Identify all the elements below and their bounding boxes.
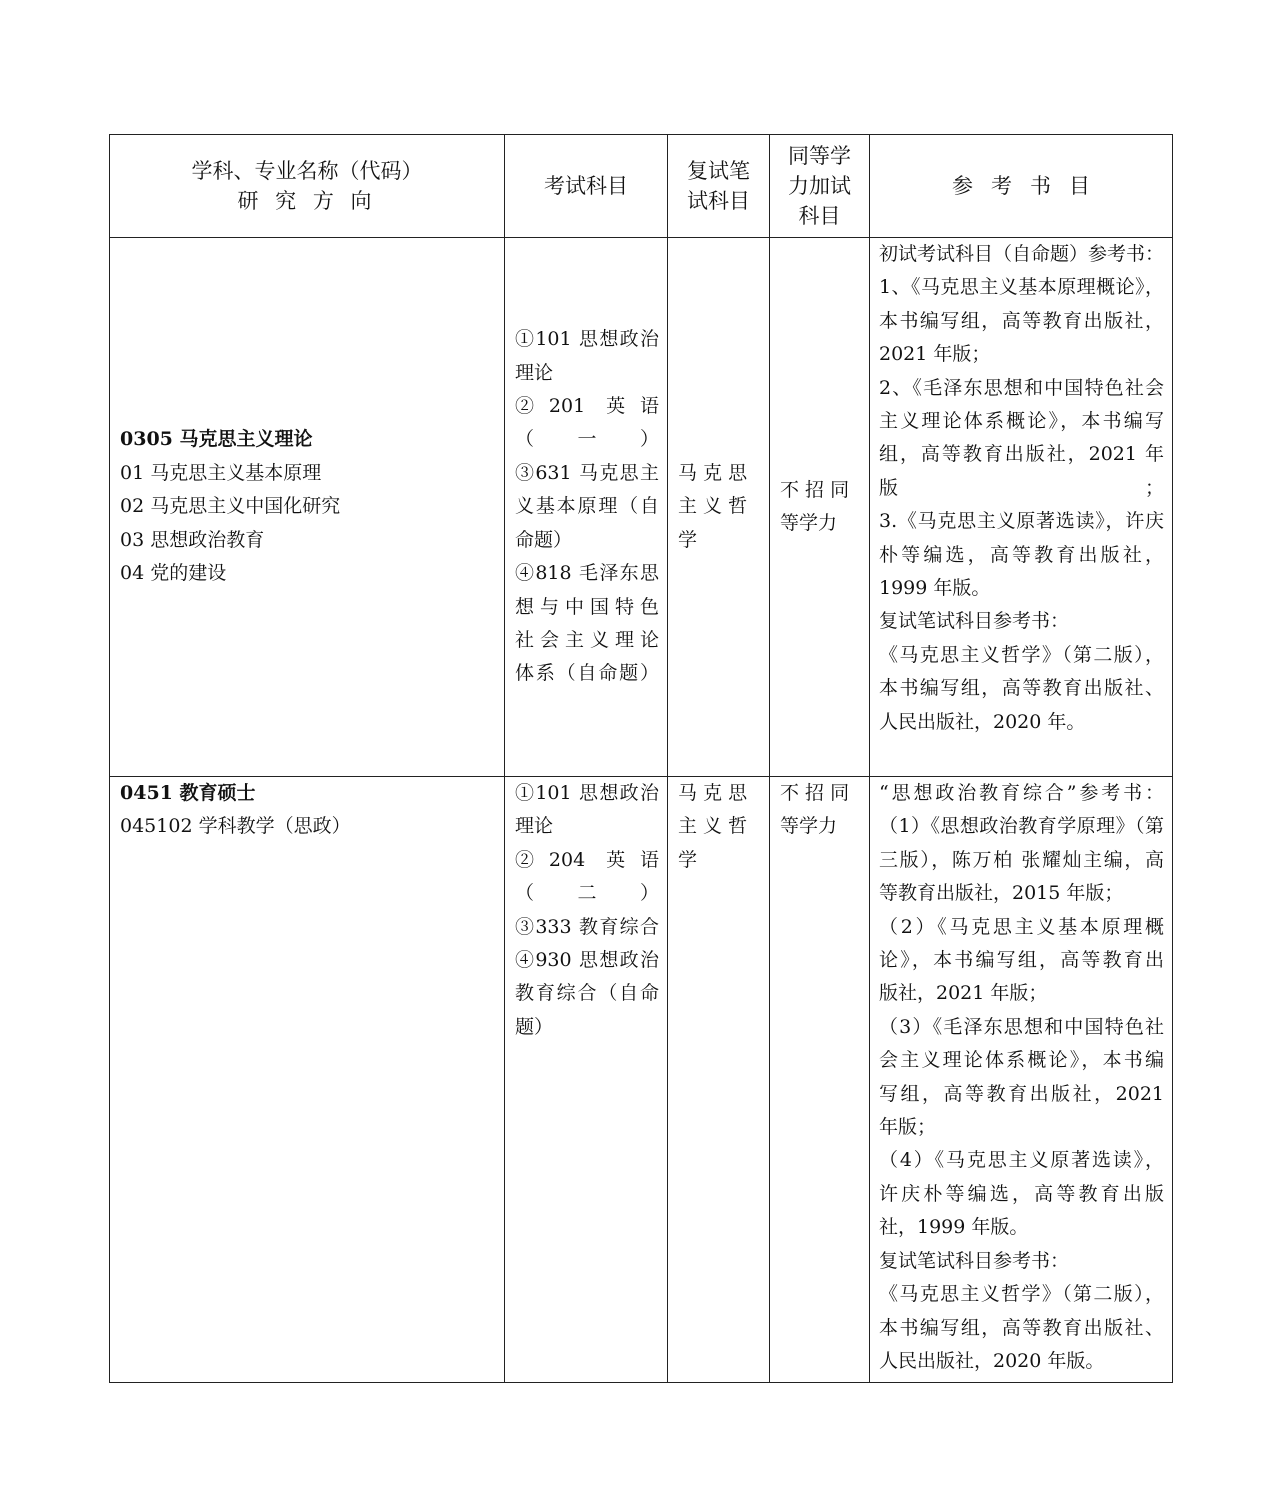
direction-item: 01 马克思主义基本原理 — [120, 461, 322, 484]
reference-line: 朴等编选，高等教育出版社， — [879, 543, 1164, 566]
retest-subject-line: 马 克 思 — [678, 461, 748, 484]
header-equivalent-line2: 力加试 — [788, 174, 851, 198]
direction-item: 045102 学科教学（思政） — [120, 815, 351, 838]
reference-line: （2）《马克思主义基本原理概 — [879, 915, 1164, 938]
reference-line: 复试笔试科目参考书： — [879, 610, 1070, 633]
reference-line: 三版），陈万柏 张耀灿主编，高 — [879, 848, 1164, 871]
header-equivalent-line3: 科目 — [798, 204, 841, 228]
reference-line: 版社，2021 年版； — [879, 982, 1048, 1005]
reference-line: （3）《毛泽东思想和中国特色社 — [879, 1015, 1164, 1038]
header-major-label: 学科、专业名称（代码） — [191, 159, 423, 183]
retest-subject-cell — [668, 777, 770, 1383]
header-major-direction — [110, 135, 505, 238]
exam-subject-line: 理论 — [515, 815, 554, 838]
reference-line: 论》，本书编写组，高等教育出 — [879, 949, 1164, 972]
reference-line: （1）《思想政治教育学原理》（第 — [879, 815, 1164, 838]
exam-subject-line: 义基本原理（自 — [515, 495, 659, 518]
reference-line: 本书编写组，高等教育出版社、 — [879, 677, 1164, 700]
equivalent-cell — [770, 238, 870, 777]
header-row — [110, 135, 1173, 238]
reference-line: 写组，高等教育出版社，2021 — [879, 1082, 1164, 1105]
exam-subject-line: ③631 马克思主 — [515, 461, 659, 484]
reference-line: 2021 年版； — [879, 343, 991, 366]
header-equivalent-line1: 同等学 — [788, 144, 851, 168]
reference-line: 会主义理论体系概论》，本书编 — [879, 1049, 1164, 1072]
exam-subject-line: 体系（自命题） — [515, 662, 659, 685]
reference-line: 1999 年版。 — [879, 577, 991, 600]
direction-item: 02 马克思主义中国化研究 — [120, 495, 341, 518]
reference-line: “思想政治教育综合”参考书： — [879, 782, 1164, 804]
retest-subject-line: 主 义 哲 — [678, 815, 748, 838]
retest-subject-line: 主 义 哲 — [678, 495, 748, 518]
exam-subject-line: 题） — [515, 1015, 554, 1038]
exam-subject-line: ②201 英语（一） — [515, 395, 659, 451]
major-code-name: 0451 教育硕士 — [120, 782, 256, 804]
exam-subject-line: ③333 教育综合 — [515, 915, 659, 938]
reference-line: 等教育出版社，2015 年版； — [879, 882, 1124, 905]
reference-line: （4）《马克思主义原著选读》， — [879, 1149, 1164, 1172]
reference-line: 本书编写组，高等教育出版社、 — [879, 1316, 1164, 1339]
reference-line: 1、《马克思主义基本原理概论》， — [879, 276, 1164, 299]
reference-line: 2、《毛泽东思想和中国特色社会 — [879, 376, 1164, 399]
reference-line: 《马克思主义哲学》（第二版）， — [879, 1283, 1164, 1306]
admission-catalog-table — [109, 134, 1173, 1383]
reference-line: 许庆朴等编选，高等教育出版 — [879, 1182, 1164, 1205]
equivalent-line: 等学力 — [780, 815, 838, 838]
reference-line: 3.《马克思主义原著选读》，许庆 — [879, 510, 1164, 533]
retest-subject-line: 学 — [678, 848, 698, 871]
reference-line: 组，高等教育出版社，2021 年版； — [879, 443, 1164, 499]
reference-line: 人民出版社，2020 年。 — [879, 710, 1086, 733]
header-equivalent-subject — [770, 135, 870, 238]
major-cell — [110, 238, 505, 777]
exam-subject-line: 命题） — [515, 528, 573, 551]
exam-subject-line: 想与中国特色 — [515, 595, 659, 618]
reference-line: 复试笔试科目参考书： — [879, 1249, 1070, 1272]
header-references — [870, 135, 1173, 238]
major-cell — [110, 777, 505, 1383]
retest-subject-line: 马 克 思 — [678, 782, 748, 804]
reference-line: 年版； — [879, 1116, 937, 1139]
major-code-name: 0305 马克思主义理论 — [120, 428, 313, 451]
retest-subject-line: 学 — [678, 528, 698, 551]
equivalent-line: 等学力 — [780, 512, 838, 534]
exam-subject-line: ①101 思想政治 — [515, 782, 659, 804]
header-retest-line2: 试科目 — [687, 189, 750, 213]
table-row-0305 — [110, 238, 1173, 777]
header-exam-subjects — [505, 135, 668, 238]
header-references-label: 参考书目 — [952, 174, 1108, 198]
reference-line: 《马克思主义哲学》（第二版）， — [879, 643, 1164, 666]
reference-line: 社，1999 年版。 — [879, 1216, 1029, 1239]
exam-subject-line: ④930 思想政治 — [515, 949, 659, 972]
exam-subject-line: ①101 思想政治 — [515, 328, 659, 351]
exam-subjects-cell — [505, 238, 668, 777]
exam-subjects-cell — [505, 777, 668, 1383]
header-retest-subject — [668, 135, 770, 238]
references-cell — [870, 238, 1173, 777]
header-retest-line1: 复试笔 — [687, 159, 750, 183]
exam-subject-line: 社会主义理论 — [515, 628, 659, 651]
equivalent-line: 不 招 同 — [780, 782, 850, 804]
equivalent-line: 不 招 同 — [780, 478, 850, 501]
exam-subject-line: 教育综合（自命 — [515, 982, 659, 1005]
reference-line: 主义理论体系概论》，本书编写 — [879, 410, 1164, 433]
table-row-0451 — [110, 777, 1173, 1383]
exam-subject-line: ④818 毛泽东思 — [515, 562, 659, 585]
direction-item: 04 党的建设 — [120, 562, 227, 585]
reference-line: 人民出版社，2020 年版。 — [879, 1349, 1105, 1372]
equivalent-cell — [770, 777, 870, 1383]
reference-line: 本书编写组，高等教育出版社， — [879, 309, 1164, 332]
reference-line: 初试考试科目（自命题）参考书： — [879, 243, 1165, 265]
exam-subject-line: ②204 英语（二） — [515, 848, 659, 905]
retest-subject-cell — [668, 238, 770, 777]
header-exam-label: 考试科目 — [544, 174, 628, 198]
exam-subject-line: 理论 — [515, 361, 554, 384]
direction-item: 03 思想政治教育 — [120, 528, 265, 551]
header-direction-label: 研 究 方 向 — [237, 189, 377, 213]
references-cell — [870, 777, 1173, 1383]
